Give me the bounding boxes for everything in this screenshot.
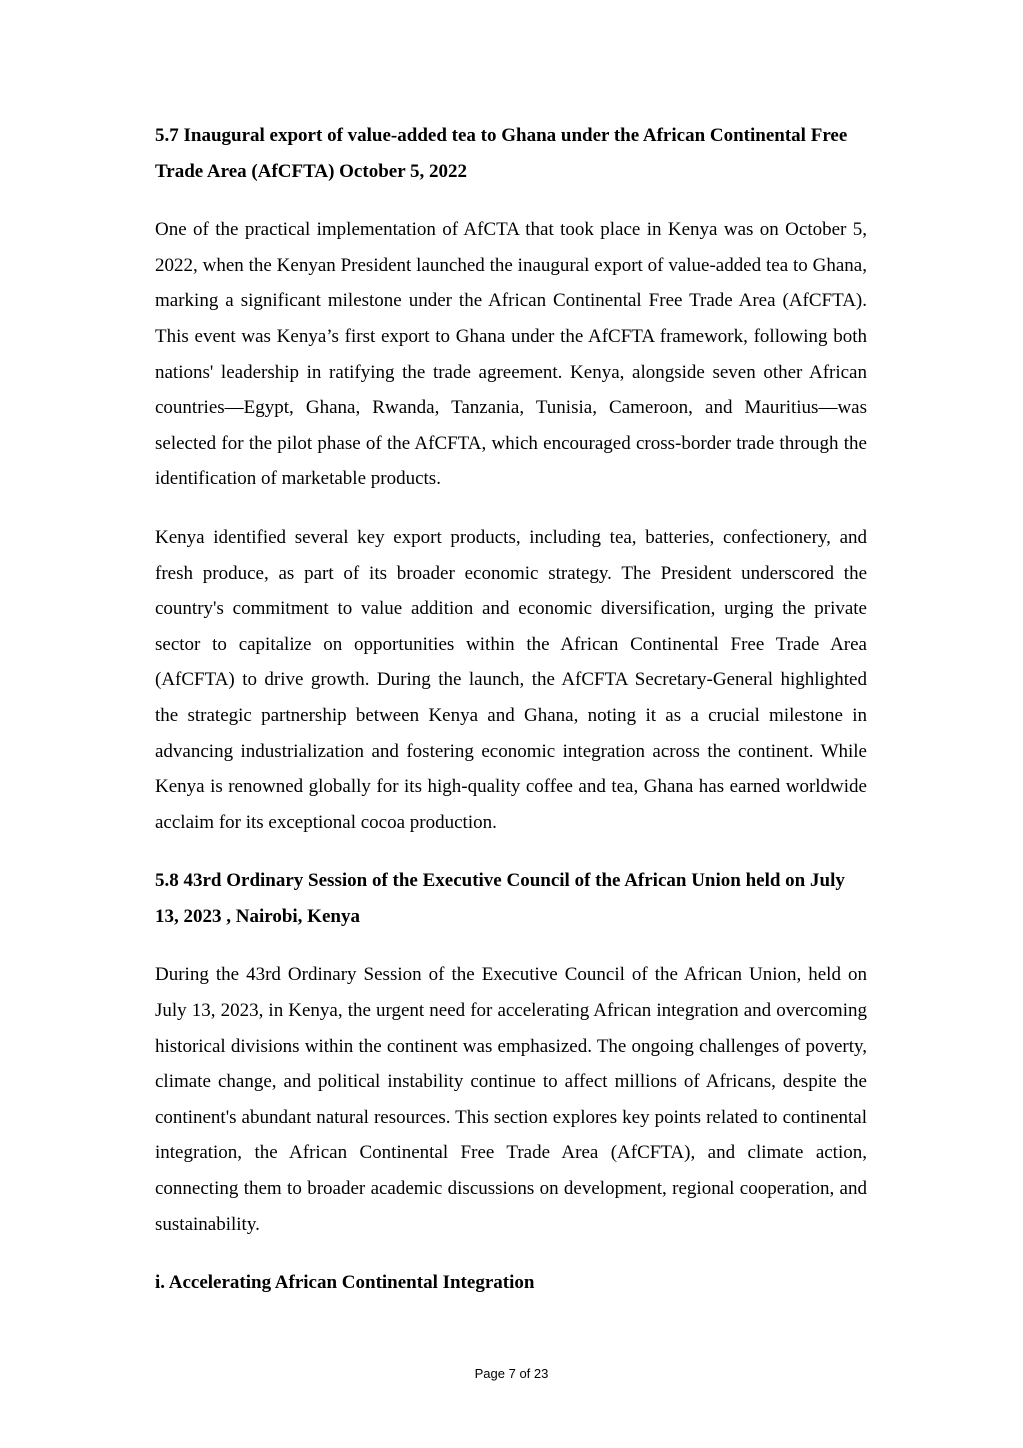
paragraph: During the 43rd Ordinary Session of the Executive Council of the African Union, held on July 13, 2023, in Kenya, the urgent need for accelerating African integration and overcoming historical divisions within the continent was emphasized. The ongoing challenges of poverty, climate change, and political instability continue to affect millions of Africans, despite the continent's abundant natural resources. This section explores key points related to continental integration, the African Continental Free Trade Area (AfCFTA), and climate action, connecting them to broader academic discussions on development, regional cooperation, and sustainability. [155, 964, 867, 1235]
page-number-footer: Page 7 of 23 [474, 1366, 549, 1381]
section-heading-5-8: 5.8 43rd Ordinary Session of the Executive Council of the African Union held on July 13, 2023 , Nairobi, Kenya [155, 870, 845, 927]
paragraph: One of the practical implementation of AfCTA that took place in Kenya was on October 5, 2022, when the Kenyan President launched the inaugural export of value-added tea to Ghana, marking a significant milestone under the African Continental Free Trade Area (AfCFTA). This event was Kenya’s first export to Ghana under the AfCFTA framework, following both nations' leadership in ratifying the trade agreement. Kenya, alongside seven other African countries—Egypt, Ghana, Rwanda, Tanzania, Tunisia, Cameroon, and Mauritius—was selected for the pilot phase of the AfCFTA, which encouraged cross-border trade through the identification of marketable products. [155, 219, 867, 490]
subsection-heading-i: i. Accelerating African Continental Integration [155, 1272, 535, 1294]
section-heading-5-7: 5.7 Inaugural export of value-added tea to Ghana under the African Continental Free Trade Area (AfCFTA) October 5, 2022 [155, 125, 848, 182]
paragraph: Kenya identified several key export products, including tea, batteries, confectionery, and fresh produce, as part of its broader economic strategy. The President underscored the country's commitment to value addition and economic diversification, urging the private sector to capitalize on opportunities within the African Continental Free Trade Area (AfCFTA) to drive growth. During the launch, the AfCFTA Secretary-General highlighted the strategic partnership between Kenya and Ghana, noting it as a crucial milestone in advancing industrialization and fostering economic integration across the continent. While Kenya is renowned globally for its high-quality coffee and tea, Ghana has earned worldwide acclaim for its exceptional cocoa production. [155, 526, 867, 833]
document-page [155, 118, 867, 1301]
